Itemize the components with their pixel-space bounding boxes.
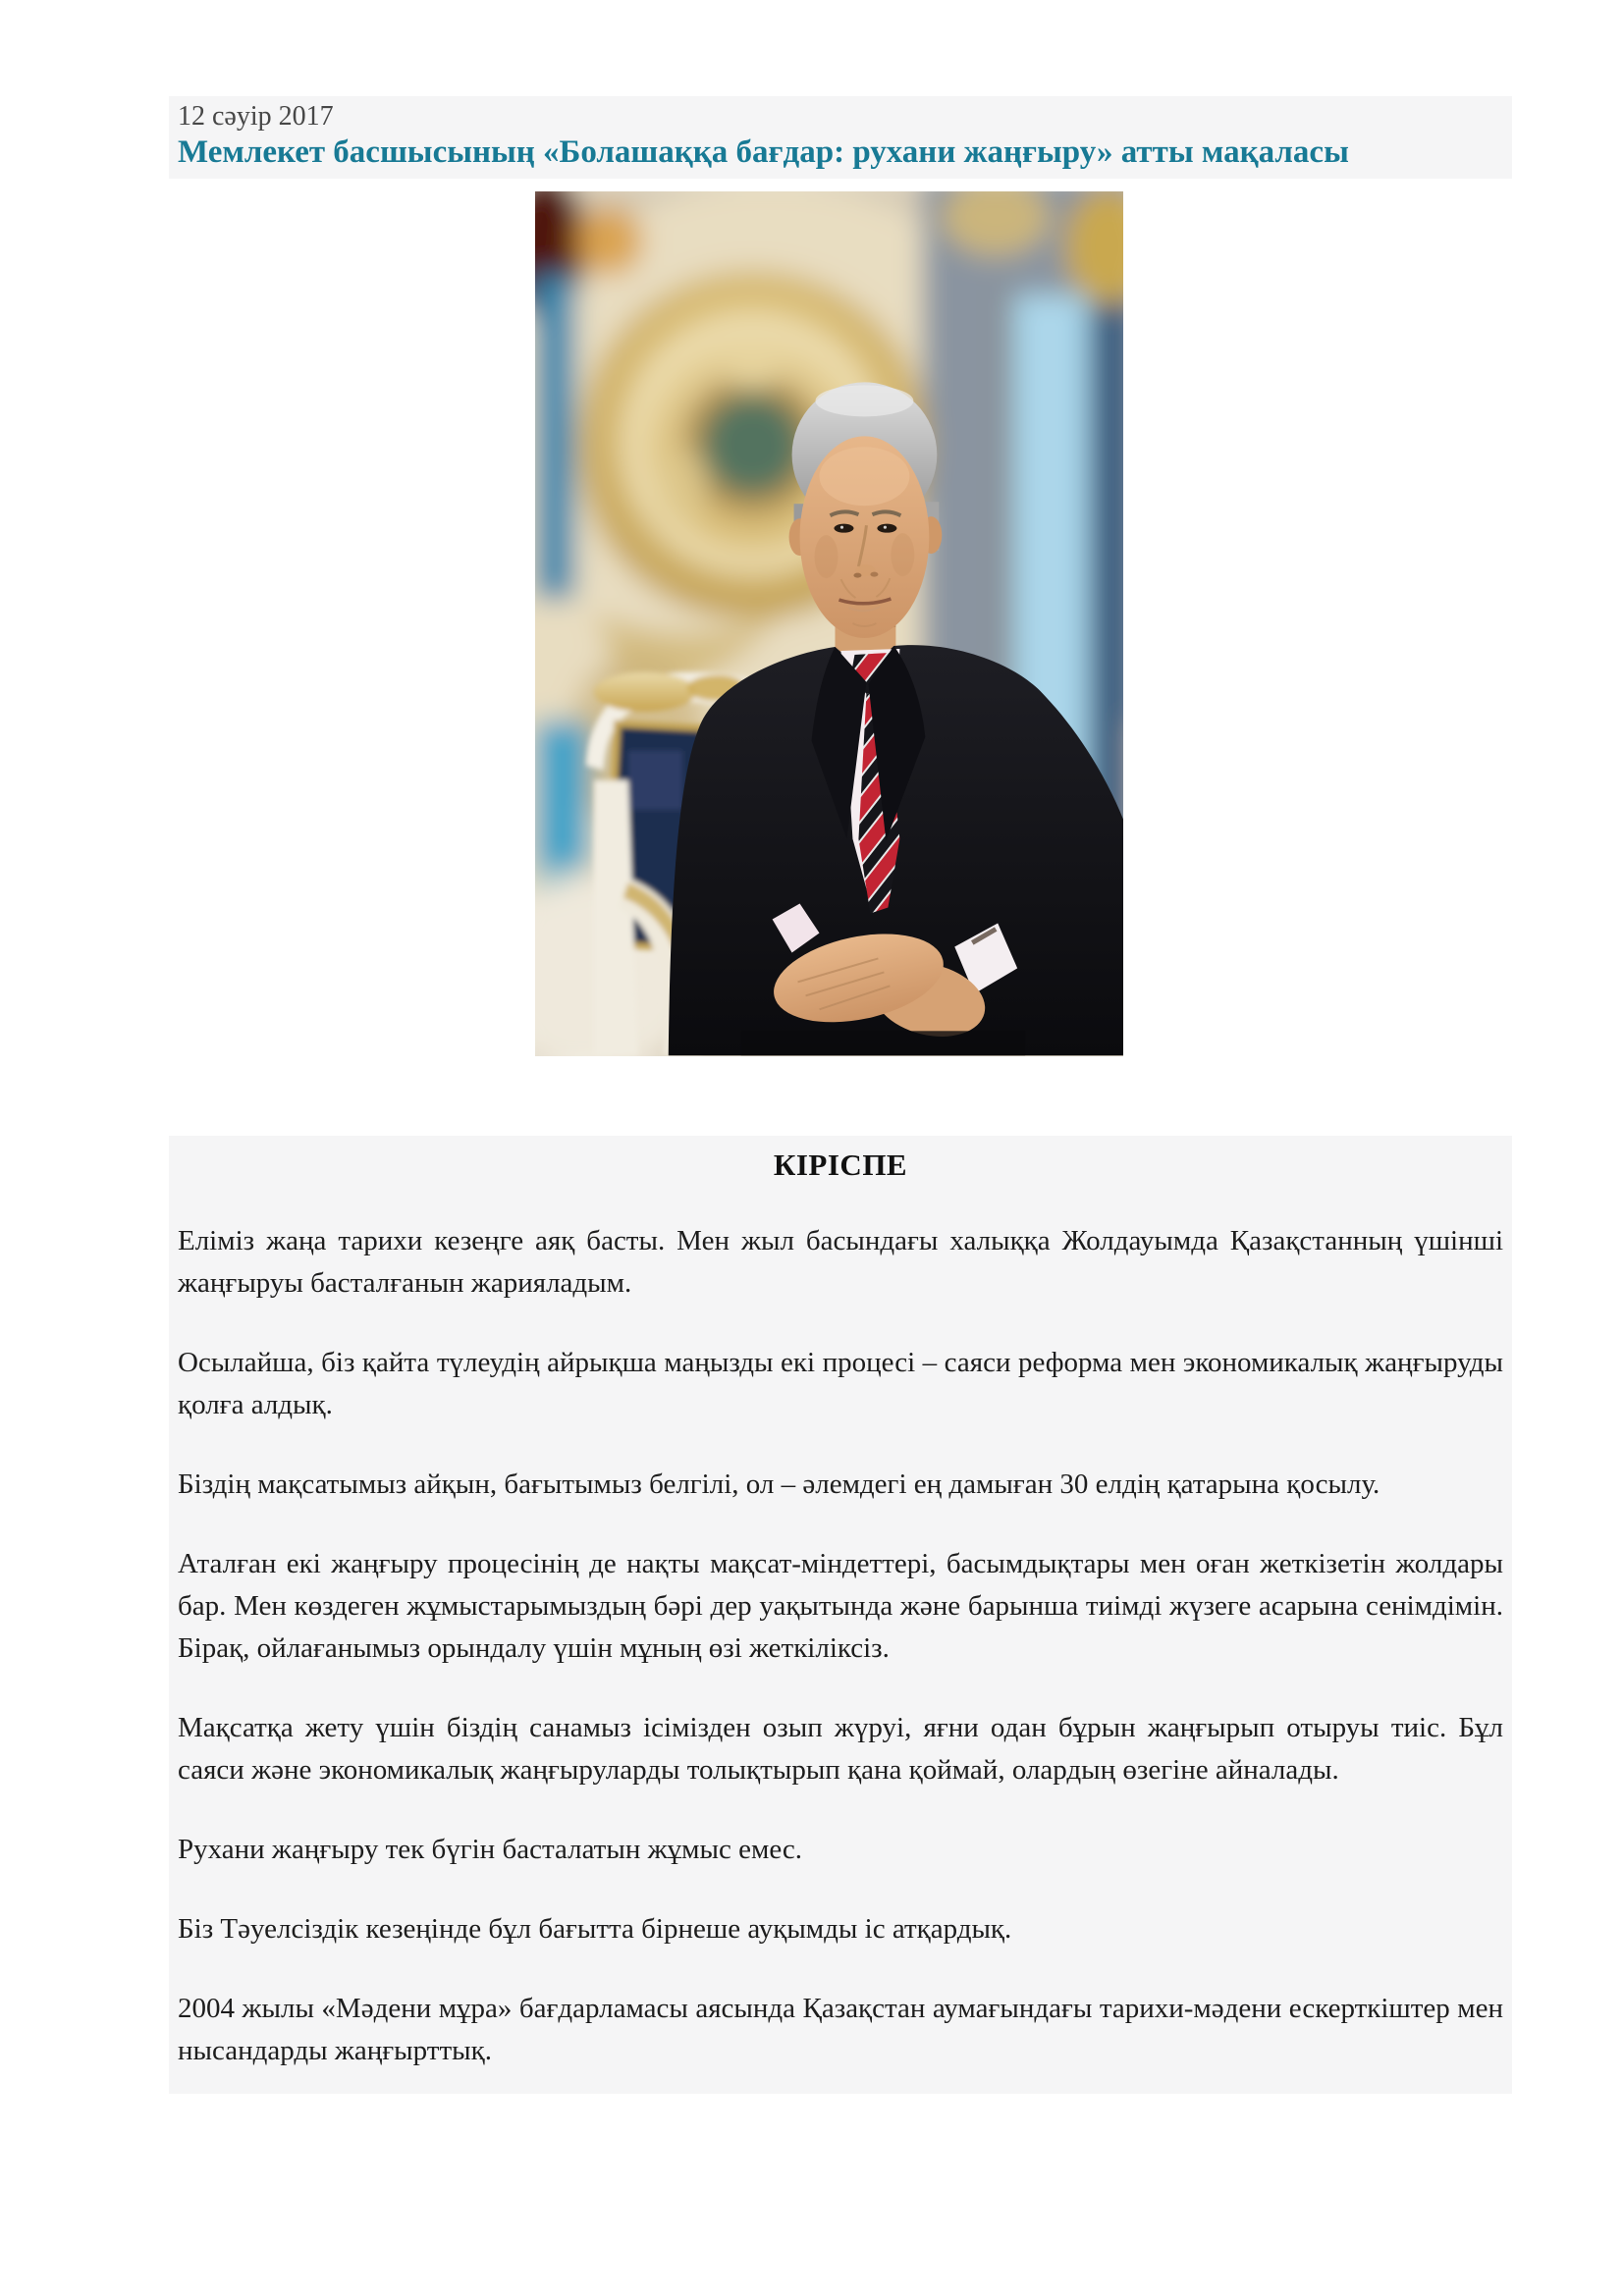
president-photo-illustration	[535, 191, 1123, 1056]
article-body-block	[169, 1136, 1512, 2094]
article-paragraph: Аталған екі жаңғыру процесінің де нақты мақсат-міндеттері, басымдықтары мен оған жеткізетін жолдары бар. Мен көздеген жұмыстарымыздың бәрі дер уақытында және барынша тиімді жүзеге асарына сенімдімін. Бірақ, ойлағанымыз орындалу үшін мұның өзі жеткіліксіз.	[178, 1548, 1503, 1664]
article-paragraph: Рухани жаңғыру тек бүгін басталатын жұмыс емес.	[178, 1834, 803, 1865]
section-heading: КІРІСПЕ	[773, 1148, 908, 1182]
article-paragraph: Біздің мақсатымыз айқын, бағытымыз белгілі, ол – әлемдегі ең дамыған 30 елдің қатарына қосылу.	[178, 1468, 1380, 1500]
president-photo	[535, 191, 1123, 1056]
article-paragraph: Осылайша, біз қайта түлеудің айрықша маңызды екі процесі – саяси реформа мен экономикалық жаңғыруды қолға алдық.	[178, 1347, 1503, 1420]
article-title-link[interactable]: Мемлекет басшысының «Болашаққа бағдар: рухани жаңғыру» атты мақаласы	[178, 134, 1349, 170]
article-paragraph: Еліміз жаңа тарихи кезеңге аяқ басты. Мен жыл басындағы халыққа Жолдауымда Қазақстанның үшінші жаңғыруы басталғанын жарияладым.	[178, 1225, 1503, 1299]
article-paragraph: Мақсатқа жету үшін біздің санамыз ісімізден озып жүруі, яғни одан бұрын жаңғырып отыруы тиіс. Бұл саяси және экономикалық жаңғыруларды толықтырып қана қоймай, олардың өзегіне айналады.	[178, 1712, 1503, 1786]
article-paragraph: 2004 жылы «Мәдени мұра» бағдарламасы аясында Қазақстан аумағындағы тарихи-мәдени ескерткіштер мен нысандарды жаңғырттық.	[178, 1993, 1503, 2066]
header-block	[169, 96, 1512, 179]
article-paragraph: Біз Тәуелсіздік кезеңінде бұл бағытта бірнеше ауқымды іс атқардық.	[178, 1913, 1012, 1945]
article-date: 12 сәуір 2017	[178, 101, 334, 132]
